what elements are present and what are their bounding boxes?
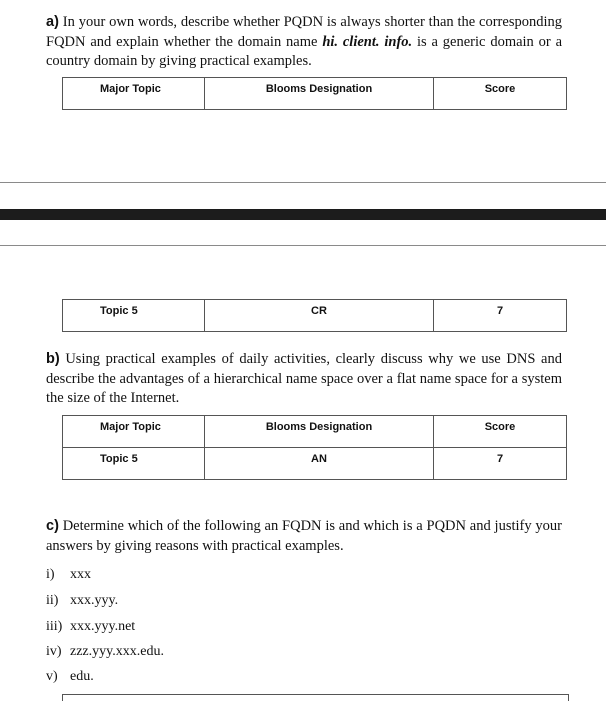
question-b-text: b) Using practical examples of daily activities, clearly discuss why we use DNS and describe the advantages of a hierarchical name space over a flat name space for a system the size of the Internet. bbox=[46, 351, 562, 406]
rubric-table-a-values bbox=[62, 299, 567, 332]
domain-example: hi. client. info. bbox=[322, 33, 413, 50]
question-c-text: c) Determine which of the following an FQDN is and which is a PQDN and justify your answers by giving reasons with practical examples. bbox=[46, 518, 562, 554]
question-a-label: a) bbox=[46, 14, 59, 30]
rubric-table-a-header bbox=[62, 77, 567, 110]
page-break-bar bbox=[0, 209, 606, 220]
question-c-label: c) bbox=[46, 518, 59, 534]
cell-blooms-designation: CR bbox=[205, 300, 434, 332]
cell-major-topic: Topic 5 bbox=[63, 300, 205, 332]
page-divider bbox=[0, 182, 606, 183]
list-item: i) xxx bbox=[46, 567, 91, 582]
list-item: iv) zzz.yyy.xxx.edu. bbox=[46, 644, 164, 659]
page-divider bbox=[0, 245, 606, 246]
cell-score: 7 bbox=[434, 448, 567, 480]
header-score: Score bbox=[434, 416, 567, 448]
cell-blooms-designation: AN bbox=[205, 448, 434, 480]
list-item: v) edu. bbox=[46, 669, 94, 684]
header-blooms-designation: Blooms Designation bbox=[205, 78, 434, 110]
cell-score: 7 bbox=[434, 300, 567, 332]
question-a-text: a) In your own words, describe whether PQDN is always shorter than the corresponding FQDN and explain whether the domain name hi. client. info. is a generic domain or a country domain by giving practical examples. bbox=[46, 14, 563, 69]
question-b-label: b) bbox=[46, 351, 60, 367]
list-item: ii) xxx.yyy. bbox=[46, 593, 119, 608]
cell-major-topic: Topic 5 bbox=[63, 448, 205, 480]
header-score: Score bbox=[434, 78, 567, 110]
list-item: iii) xxx.yyy.net bbox=[46, 619, 136, 634]
header-major-topic: Major Topic bbox=[63, 416, 205, 448]
rubric-table-b bbox=[62, 415, 567, 480]
header-major-topic: Major Topic bbox=[63, 78, 205, 110]
header-blooms-designation: Blooms Designation bbox=[205, 416, 434, 448]
